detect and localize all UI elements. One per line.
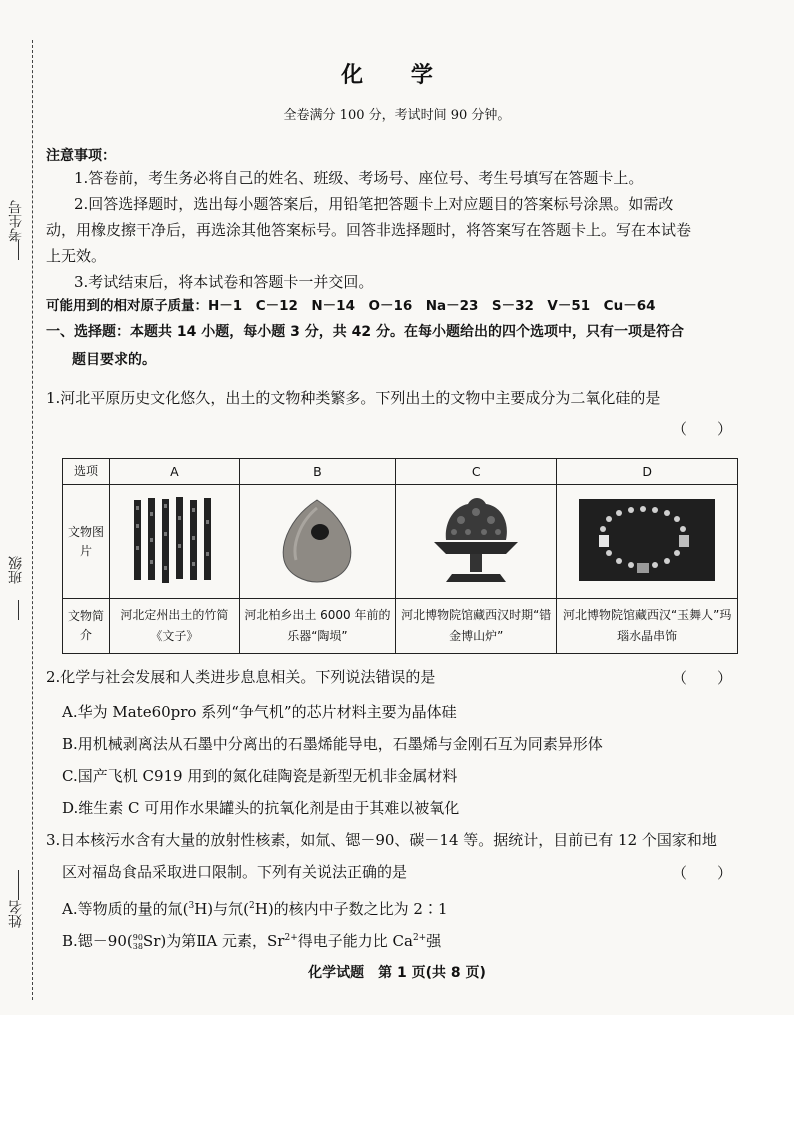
table-header-c: C — [396, 459, 557, 485]
q3-a-text-3: H)的核内中子数之比为 2∶1 — [254, 900, 448, 918]
notice-item-1: 1.答卷前，考生务必将自己的姓名、班级、考场号、座位号、考生号填写在答题卡上。 — [74, 169, 644, 187]
necklace-image — [579, 499, 715, 581]
side-label-exam-no: 考生号 — [8, 200, 24, 242]
class-underline — [18, 600, 19, 620]
q3-b-atomic-number: 38 — [132, 942, 143, 951]
censer-image — [416, 490, 536, 590]
q3-a-mass-number-1: 3 — [188, 901, 195, 911]
q3-answer-bracket: （ ） — [672, 864, 733, 882]
section-heading-line-1: 一、选择题：本题共 14 小题，每小题 3 分，共 42 分。在每小题给出的四个选项中，只有一项是符合 — [46, 324, 684, 340]
option-d-description: 河北博物院馆藏西汉“玉舞人”玛瑙水晶串饰 — [557, 599, 738, 654]
q1-stem: 1.河北平原历史文化悠久，出土的文物种类繁多。下列出土的文物中主要成分为二氧化硅的是 — [46, 389, 661, 407]
section-heading-line-2: 题目要求的。 — [72, 352, 156, 368]
table-header-option: 选项 — [63, 459, 110, 485]
name-underline — [18, 870, 19, 900]
q3-option-a — [62, 896, 448, 919]
q3-b-mass-number: 90 — [132, 933, 143, 942]
side-label-name: 姓名 — [8, 900, 24, 928]
table-header-b: B — [239, 459, 395, 485]
option-c-description: 河北博物院馆藏西汉时期“错金博山炉” — [396, 599, 557, 654]
q2-option-a: A.华为 Mate60pro 系列“争气机”的芯片材料主要为晶体硅 — [62, 703, 457, 721]
q3-b-charge-2: 2+ — [412, 933, 427, 943]
table-row-label-pictures: 文物图片 — [63, 485, 110, 599]
q3-stem-line-1: 3.日本核污水含有大量的放射性核素，如氚、锶－90、碳－14 等。据统计，目前已有 12 个国家和地 — [46, 831, 717, 849]
bamboo-slips-image — [124, 494, 224, 586]
q2-option-d: D.维生素 C 可用作水果罐头的抗氧化剂是由于其难以被氧化 — [62, 799, 460, 817]
side-label-class: 班级 — [8, 556, 24, 584]
binding-line — [32, 40, 33, 1000]
q3-b-text-2: Sr)为第ⅡA 元素，Sr — [142, 932, 285, 950]
q2-answer-bracket: （ ） — [672, 669, 733, 687]
clay-xun-image — [262, 494, 372, 586]
notice-heading: 注意事项： — [46, 148, 116, 164]
option-d-picture-cell — [557, 485, 738, 599]
q3-b-charge-1: 2+ — [284, 933, 298, 943]
option-c-picture-cell — [396, 485, 557, 599]
q3-a-text-2: H)与氘( — [194, 900, 249, 918]
q3-option-b — [62, 928, 441, 951]
q3-b-text-3: 得电子能力比 Ca — [297, 932, 413, 950]
q3-b-text-1: B.锶－90( — [62, 932, 133, 950]
option-b-description: 河北柏乡出土 6000 年前的乐器“陶埙” — [239, 599, 395, 654]
notice-item-2-line-2: 动，用橡皮擦干净后，再选涂其他答案标号。回答非选择题时，将答案写在答题卡上。写在本试卷 — [46, 221, 692, 239]
q3-stem-line-2: 区对福岛食品采取进口限制。下列有关说法正确的是 — [62, 863, 408, 881]
page-footer: 化学试题 第 1 页(共 8 页) — [308, 965, 486, 981]
table-header-a: A — [110, 459, 240, 485]
q2-stem: 2.化学与社会发展和人类进步息息相关。下列说法错误的是 — [46, 668, 436, 686]
q3-a-text-1: A.等物质的量的氚( — [62, 900, 189, 918]
table-row-label-descriptions: 文物简介 — [63, 599, 110, 654]
notice-item-3: 3.考试结束后，将本试卷和答题卡一并交回。 — [74, 273, 374, 291]
option-b-picture-cell — [239, 485, 395, 599]
q2-option-b: B.用机械剥离法从石墨中分离出的石墨烯能导电，石墨烯与金刚石互为同素异形体 — [62, 735, 603, 753]
table-header-d: D — [557, 459, 738, 485]
q3-b-nuclide-numbers — [133, 933, 143, 951]
notice-item-2-line-1: 2.回答选择题时，选出每小题答案后，用铅笔把答题卡上对应题目的答案标号涂黑。如需改 — [74, 195, 674, 213]
subtitle: 全卷满分 100 分，考试时间 90 分钟。 — [283, 108, 511, 123]
q1-answer-bracket: （ ） — [672, 420, 733, 438]
q1-options-table — [62, 458, 738, 654]
option-a-picture-cell — [110, 485, 240, 599]
page-title: 化 学 — [341, 63, 453, 88]
option-a-description: 河北定州出土的竹简《文子》 — [110, 599, 240, 654]
atomic-masses: 可能用到的相对原子质量：H－1 C－12 N－14 O－16 Na－23 S－32 V－51 Cu－64 — [46, 298, 656, 314]
q3-a-mass-number-2: 2 — [249, 901, 255, 911]
q3-b-text-4: 强 — [426, 932, 442, 950]
notice-item-2-line-3: 上无效。 — [46, 247, 107, 265]
q2-option-c: C.国产飞机 C919 用到的氮化硅陶瓷是新型无机非金属材料 — [62, 767, 458, 785]
exam-no-underline — [18, 240, 19, 260]
